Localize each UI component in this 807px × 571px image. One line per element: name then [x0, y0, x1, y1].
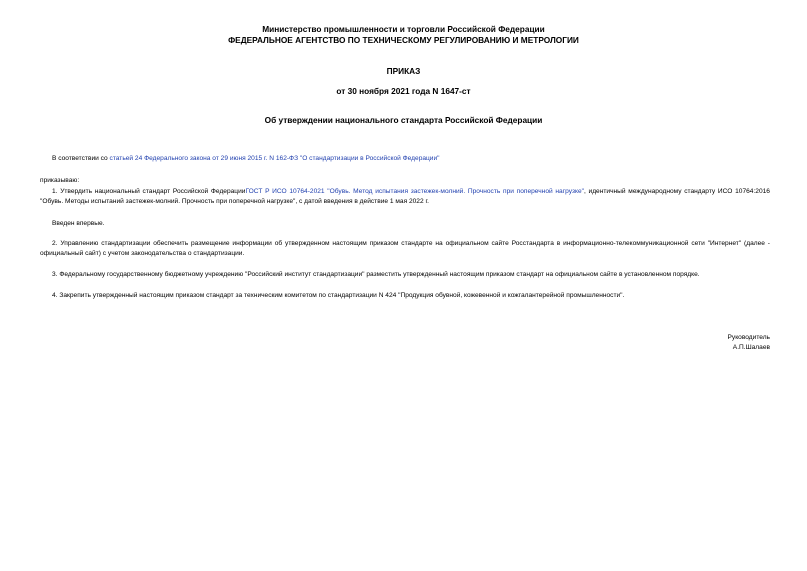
item-1-prefix: 1. Утвердить национальный стандарт Российской Федерации — [52, 188, 246, 195]
introduced-note: Введен впервые. — [52, 220, 105, 227]
preamble-text: В соответствии со — [52, 155, 110, 162]
preamble-paragraph — [40, 154, 770, 164]
signature-name: А.П.Шалаев — [732, 344, 770, 351]
item-1-paragraph — [40, 187, 770, 207]
document-date-number: от 30 ноября 2021 года N 1647-ст — [336, 86, 471, 96]
ministry-heading: Министерство промышленности и торговли Российской Федерации — [262, 24, 545, 34]
document-title: Об утверждении национального стандарта Российской Федерации — [264, 115, 543, 125]
signature-position: Руководитель — [727, 334, 770, 341]
document-type: ПРИКАЗ — [386, 66, 421, 76]
gost-standard-link[interactable]: ГОСТ Р ИСО 10764-2021 "Обувь. Метод испытания застежек-молний. Прочность при поперечной нагрузке" — [245, 188, 584, 195]
federal-law-link[interactable]: статьей 24 Федерального закона от 29 июня 2015 г. N 162-ФЗ "О стандартизации в Российской Федерации" — [109, 155, 440, 162]
item-1-suffix: , идентичный международному стандарту ИСО 10764:2016 "Обувь. Методы испытаний застежек-молний. Прочность при поперечной нагрузке", с датой введения в действие 1 мая 2022 г. — [40, 188, 770, 205]
order-word: приказываю: — [40, 177, 80, 184]
item-3-paragraph: 3. Федеральному государственному бюджетному учреждению "Российский институт стандартизации" разместить утвержденный настоящим приказом стандарт на официальном сайте в установленном порядке. — [52, 271, 700, 278]
item-2-paragraph: 2. Управлению стандартизации обеспечить размещение информации об утвержденном настоящим приказом стандарте на официальном сайте Росстандарта в информационно-телекоммуникационной сети "Интернет" (далее - официальный сайт) с учетом законодательства о стандартизации. — [40, 240, 770, 257]
agency-heading: ФЕДЕРАЛЬНОЕ АГЕНТСТВО ПО ТЕХНИЧЕСКОМУ РЕГУЛИРОВАНИЮ И МЕТРОЛОГИИ — [228, 35, 579, 45]
item-4-paragraph: 4. Закрепить утвержденный настоящим приказом стандарт за техническим комитетом по стандартизации N 424 "Продукция обувной, кожевенной и кожгалантерейной промышленности". — [52, 292, 625, 299]
